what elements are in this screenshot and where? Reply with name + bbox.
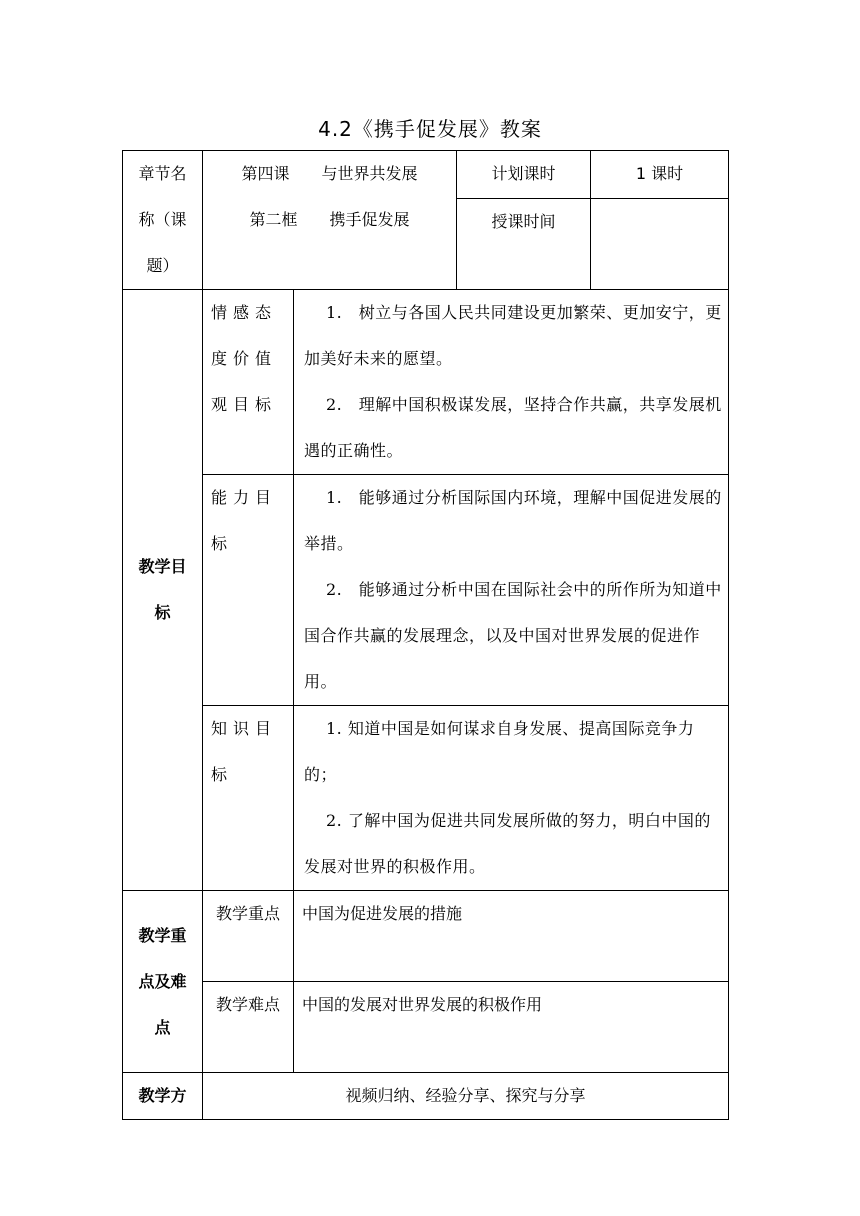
lesson-line-1: 第四课 与世界共发展 <box>241 164 418 183</box>
chapter-label-cell <box>123 151 203 290</box>
ability-label-cell <box>203 475 294 706</box>
planned-hours-label-cell <box>457 151 591 199</box>
lesson-name-cell <box>203 151 457 290</box>
focus-label: 教学重点 <box>215 904 280 923</box>
emotion-item-1: 1. 树立与各国人民共同建设更加繁荣、更加安宁，更加美好未来的愿望。 <box>304 303 722 368</box>
teach-time-label: 授课时间 <box>491 212 556 232</box>
teach-time-value-cell <box>591 199 729 290</box>
emotion-content-cell <box>294 290 729 475</box>
chapter-label: 章节名称（课题） <box>138 164 187 275</box>
page-title: 4.2《携手促发展》教案 <box>318 117 542 141</box>
knowledge-content-cell <box>294 706 729 891</box>
emotion-label-cell <box>203 290 294 475</box>
lesson-line-2: 第二框 携手促发展 <box>249 210 410 229</box>
knowledge-item-2: 2. 了解中国为促进共同发展所做的努力，明白中国的发展对世界的积极作用。 <box>304 811 711 876</box>
focus-value: 中国为促进发展的措施 <box>302 904 463 923</box>
difficulty-value: 中国的发展对世界发展的积极作用 <box>302 995 543 1014</box>
key-points-label: 教学重点及难点 <box>138 925 187 1037</box>
methods-value-cell <box>203 1073 729 1120</box>
methods-label-cell <box>123 1073 203 1120</box>
ability-item-1: 1. 能够通过分析国际国内环境，理解中国促进发展的举措。 <box>304 488 722 553</box>
planned-hours-label: 计划课时 <box>491 164 556 183</box>
objectives-label: 教学目标 <box>138 557 187 622</box>
difficulty-label-cell <box>203 982 294 1073</box>
focus-label-cell <box>203 891 294 982</box>
teach-time-label-cell <box>457 199 591 290</box>
knowledge-item-1: 1. 知道中国是如何谋求自身发展、提高国际竞争力的； <box>304 719 695 784</box>
planned-hours-value-cell <box>591 151 729 199</box>
difficulty-value-cell <box>294 982 729 1073</box>
ability-label: 能力目标 <box>211 488 278 553</box>
knowledge-label: 知识目标 <box>211 719 278 784</box>
methods-label: 教学方 <box>138 1086 187 1105</box>
focus-value-cell <box>294 891 729 982</box>
ability-item-2: 2. 能够通过分析中国在国际社会中的所作所为知道中国合作共赢的发展理念，以及中国对世界发展的促进作用。 <box>304 580 722 691</box>
objectives-label-cell <box>123 290 203 891</box>
difficulty-label: 教学难点 <box>215 995 280 1014</box>
ability-content-cell <box>294 475 729 706</box>
emotion-label: 情感态度价值观目标 <box>211 303 278 414</box>
lesson-plan-table <box>122 150 729 1120</box>
methods-value: 视频归纳、经验分享、探究与分享 <box>345 1086 586 1105</box>
knowledge-label-cell <box>203 706 294 891</box>
planned-hours-value: 1 课时 <box>635 164 684 183</box>
emotion-item-2: 2. 理解中国积极谋发展，坚持合作共赢，共享发展机遇的正确性。 <box>304 395 722 460</box>
key-points-label-cell <box>123 891 203 1073</box>
